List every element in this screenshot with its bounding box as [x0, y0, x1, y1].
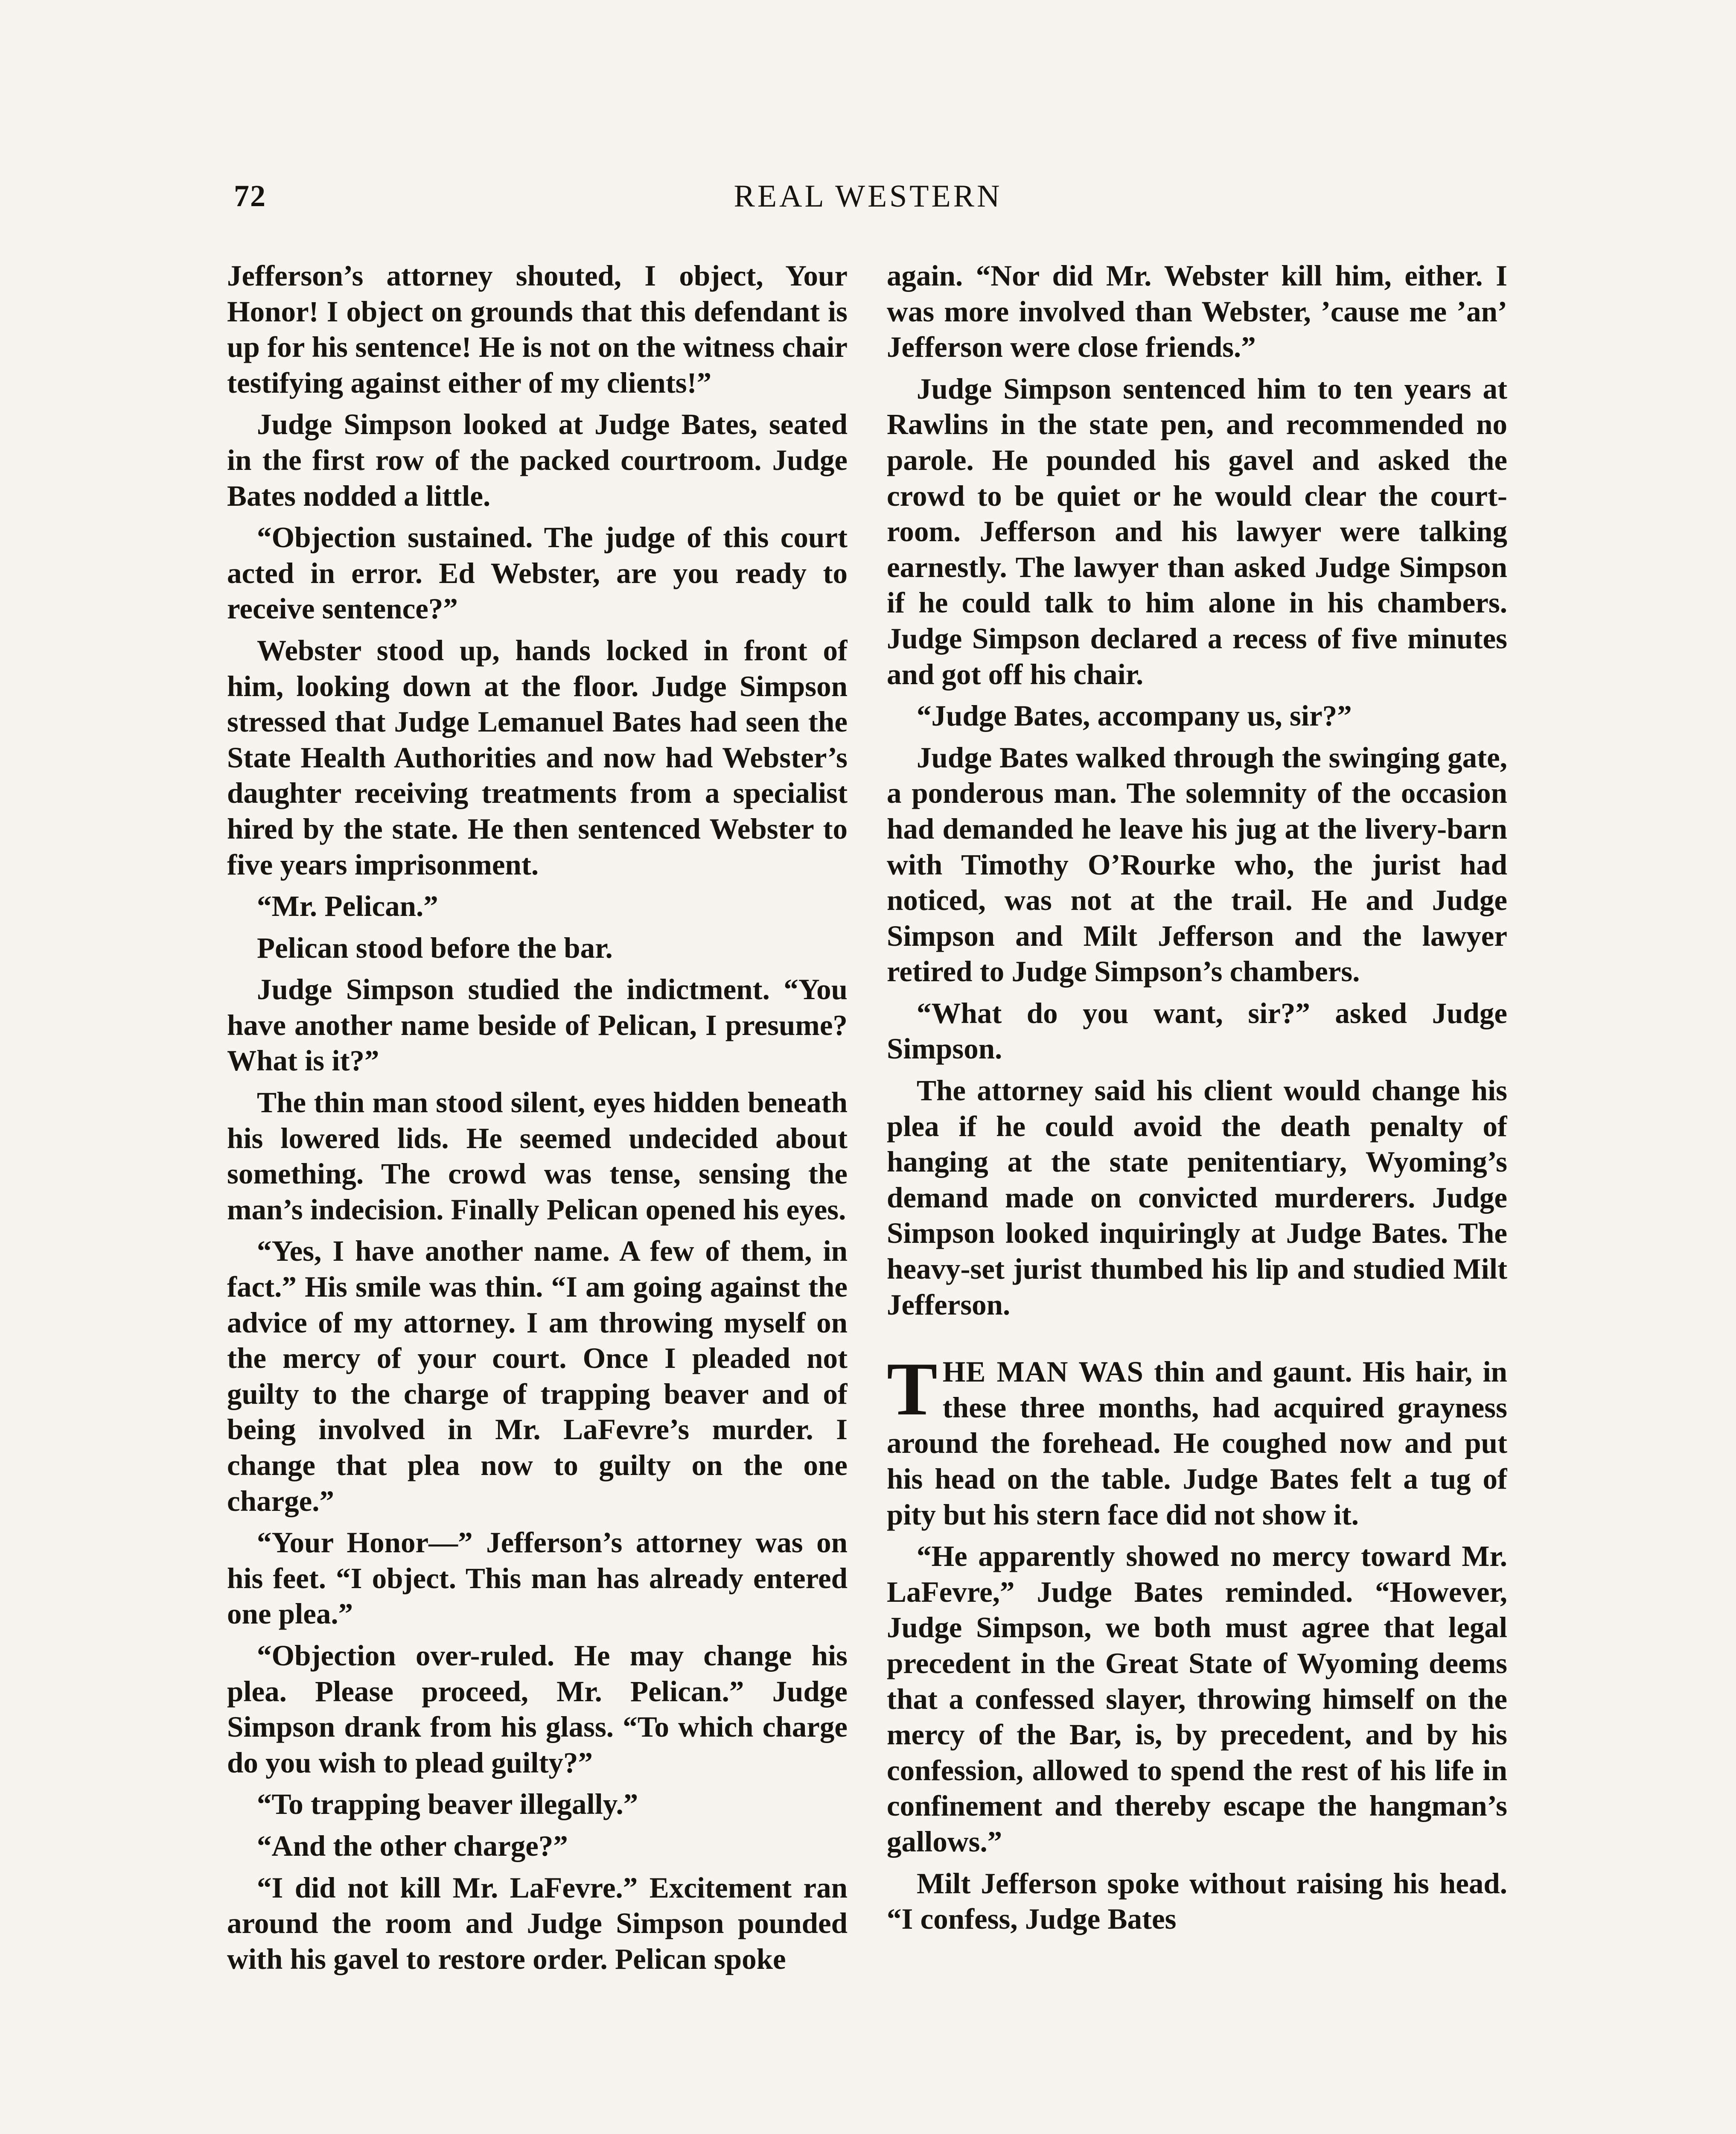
paragraph: again. “Nor did Mr. Webster kill him, either. I was more involved than Webster, ’cause me ’an’ Jefferson were close friends.”	[887, 259, 1507, 364]
drop-cap: T	[887, 1347, 938, 1431]
paragraph: “What do you want, sir?” asked Judge Simpson.	[887, 997, 1507, 1065]
paragraph: Judge Simpson studied the indictment. “You have another name beside of Pelican, I presume? What is it?”	[227, 973, 848, 1077]
running-head	[234, 178, 1502, 225]
paragraph: Judge Simpson sentenced him to ten years at Rawlins in the state pen, and recommended no parole. He pounded his gavel and asked the crowd to be quiet or he would clear the court-room. Jefferson and his lawyer were talking earnestly. The lawyer than asked Judge Simpson if he could talk to him alone in his chambers. Judge Simpson declared a recess of five minutes and got off his chair.	[887, 372, 1507, 691]
section-paragraph-text: thin and gaunt. His hair, in these three months, had acquired grayness around the forehead. He coughed now and put his head on the table. Judge Bates felt a tug of pity but his stern face did not show it.	[887, 1356, 1507, 1531]
paragraph: Milt Jefferson spoke without raising his head. “I confess, Judge Bates	[887, 1867, 1507, 1936]
section-opening-paragraph	[887, 1347, 1507, 1533]
paragraph: The thin man stood silent, eyes hidden beneath his lowered lids. He seemed undecided about something. The crowd was tense, sensing the man’s indecision. Finally Pelican opened his eyes.	[227, 1086, 848, 1226]
paragraph: Judge Simpson looked at Judge Bates, seated in the first row of the packed courtroom. Judge Bates nodded a little.	[227, 408, 848, 512]
paragraph: “Mr. Pelican.”	[257, 890, 438, 923]
section-lead-words: HE MAN WAS	[942, 1356, 1144, 1388]
paragraph: Judge Bates walked through the swinging gate, a ponderous man. The solemnity of the occasion had demanded he leave his jug at the livery-barn with Timothy O’Rourke who, the jurist had noticed, was not at the trail. He and Judge Simpson and Milt Jefferson and the lawyer retired to Judge Simpson’s chambers.	[887, 741, 1507, 988]
section-break	[887, 1329, 1507, 1354]
left-text-column	[227, 258, 848, 2134]
paragraph: “To trapping beaver illegally.”	[257, 1788, 638, 1821]
paragraph: “Objection sustained. The judge of this court acted in error. Ed Webster, are you ready to receive sentence?”	[227, 521, 848, 625]
paragraph: Pelican stood before the bar.	[257, 931, 613, 964]
paragraph: “Yes, I have another name. A few of them, in fact.” His smile was thin. “I am going against the advice of my attorney. I am throwing myself on the mercy of your court. Once I pleaded not guilty to the charge of trapping beaver and of being involved in Mr. LaFevre’s murder. I change that plea now to guilty on the one charge.”	[227, 1235, 848, 1517]
paragraph: “He apparently showed no mercy toward Mr. LaFevre,” Judge Bates reminded. “However, Judge Simpson, we both must agree that legal precedent in the Great State of Wyoming deems that a confessed slayer, throwing himself on the mercy of the Bar, is, by precedent, and by his confession, allowed to spend the rest of his life in confinement and thereby escape the hangman’s gallows.”	[887, 1540, 1507, 1858]
paragraph: The attorney said his client would change his plea if he could avoid the death penalty of hanging at the state penitentiary, Wyoming’s demand made on convicted murderers. Judge Simpson looked inquiringly at Judge Bates. The heavy-set jurist thumbed his lip and studied Milt Jefferson.	[887, 1074, 1507, 1321]
page-number: 72	[234, 179, 266, 213]
paragraph: “And the other charge?”	[257, 1829, 568, 1862]
paragraph: “Judge Bates, accompany us, sir?”	[917, 700, 1352, 732]
paragraph: Webster stood up, hands locked in front of him, looking down at the floor. Judge Simpson stressed that Judge Lemanuel Bates had seen the State Health Authorities and now had Webster’s daughter receiving treatments from a specialist hired by the state. He then sentenced Webster to five years imprisonment.	[227, 634, 848, 881]
paragraph: “Your Honor—” Jefferson’s attorney was on his feet. “I object. This man has already entered one plea.”	[227, 1526, 848, 1630]
magazine-title: REAL WESTERN	[734, 179, 1002, 214]
paragraph: Jefferson’s attorney shouted, I object, Your Honor! I object on grounds that this defendant is up for his sentence! He is not on the witness chair testifying against either of my clients!”	[227, 259, 848, 399]
paragraph: “Objection over-ruled. He may change his plea. Please proceed, Mr. Pelican.” Judge Simpson drank from his glass. “To which charge do you wish to plead guilty?”	[227, 1639, 848, 1779]
right-text-column	[887, 258, 1507, 2134]
paragraph: “I did not kill Mr. LaFevre.” Excitement ran around the room and Judge Simpson pounded with his gavel to restore order. Pelican spoke	[227, 1871, 848, 1975]
